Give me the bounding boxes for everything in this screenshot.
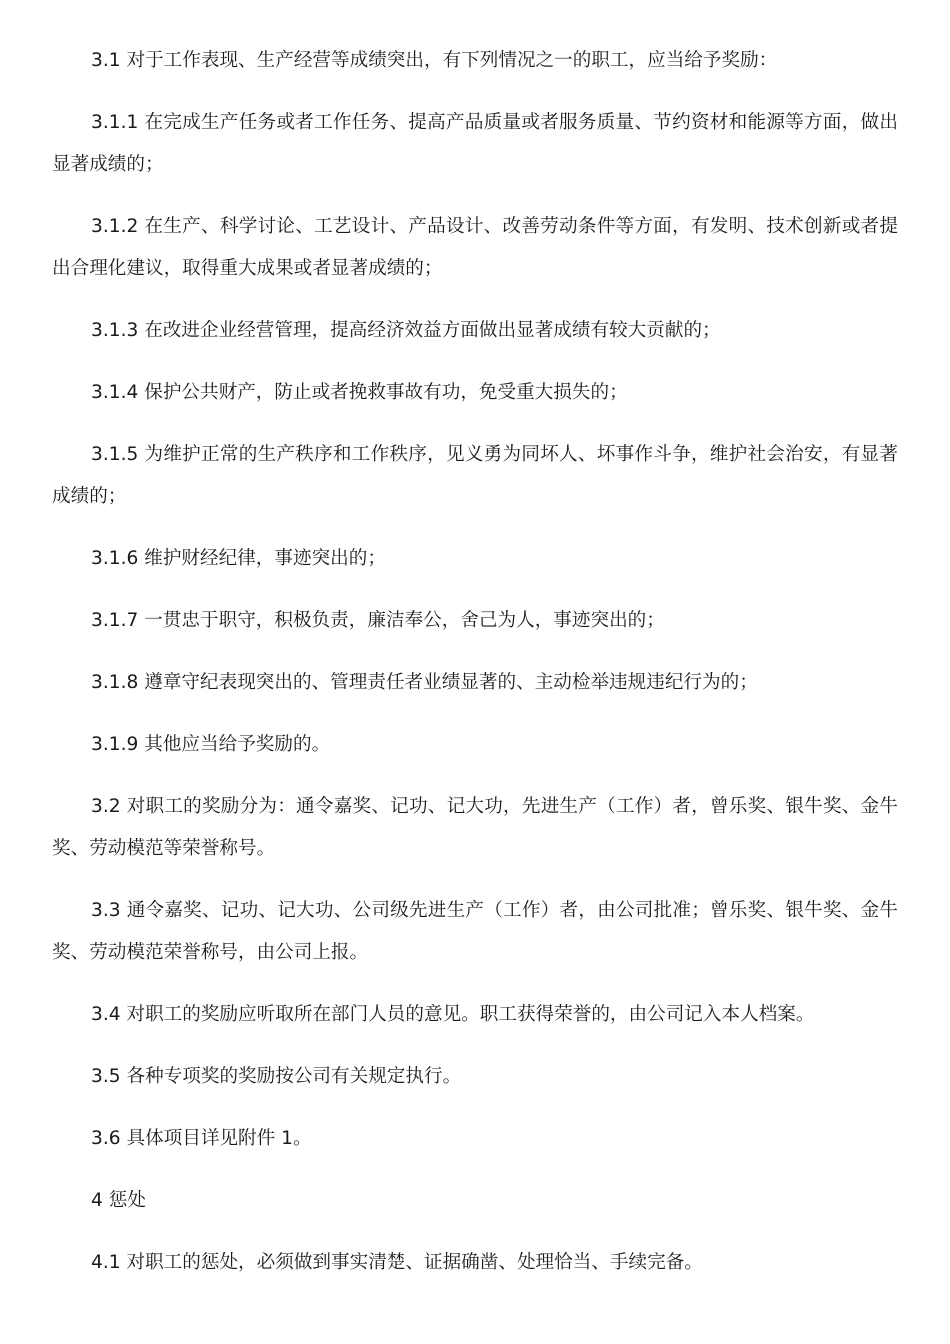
paragraph-3-1-2: 3.1.2 在生产、科学讨论、工艺设计、产品设计、改善劳动条件等方面，有发明、技术创新或者提出合理化建议，取得重大成果或者显著成绩的； (52, 216, 898, 279)
paragraph-3-1-9: 3.1.9 其他应当给予奖励的。 (91, 734, 331, 755)
paragraph-3-1-6: 3.1.6 维护财经纪律，事迹突出的； (91, 548, 386, 569)
paragraph-3-6: 3.6 具体项目详见附件 1。 (91, 1128, 312, 1149)
paragraph-3-2: 3.2 对职工的奖励分为：通令嘉奖、记功、记大功，先进生产（工作）者，曾乐奖、银牛奖、金牛奖、劳动模范等荣誉称号。 (52, 796, 898, 859)
paragraph-3-5: 3.5 各种专项奖的奖励按公司有关规定执行。 (91, 1066, 462, 1087)
paragraph-3-1-4: 3.1.4 保护公共财产，防止或者挽救事故有功，免受重大损失的； (91, 382, 628, 403)
paragraph-3-1-7: 3.1.7 一贯忠于职守，积极负责，廉洁奉公，舍己为人，事迹突出的； (91, 610, 665, 631)
paragraph-3-1: 3.1 对于工作表现、生产经营等成绩突出，有下列情况之一的职工，应当给予奖励： (91, 50, 778, 71)
paragraph-3-4: 3.4 对职工的奖励应听取所在部门人员的意见。职工获得荣誉的，由公司记入本人档案。 (91, 1004, 815, 1025)
section-heading-4: 4 惩处 (91, 1190, 146, 1211)
paragraph-4-1: 4.1 对职工的惩处，必须做到事实清楚、证据确凿、处理恰当、手续完备。 (91, 1252, 703, 1273)
paragraph-3-1-1: 3.1.1 在完成生产任务或者工作任务、提高产品质量或者服务质量、节约资材和能源等方面，做出显著成绩的； (52, 112, 898, 175)
paragraph-3-1-3: 3.1.3 在改进企业经营管理，提高经济效益方面做出显著成绩有较大贡献的； (91, 320, 721, 341)
document-page (52, 40, 898, 1304)
paragraph-3-3: 3.3 通令嘉奖、记功、记大功、公司级先进生产（工作）者，由公司批准；曾乐奖、银牛奖、金牛奖、劳动模范荣誉称号，由公司上报。 (52, 900, 898, 963)
paragraph-3-1-5: 3.1.5 为维护正常的生产秩序和工作秩序，见义勇为同坏人、坏事作斗争，维护社会治安，有显著成绩的； (52, 444, 898, 507)
paragraph-3-1-8: 3.1.8 遵章守纪表现突出的、管理责任者业绩显著的、主动检举违规违纪行为的； (91, 672, 758, 693)
